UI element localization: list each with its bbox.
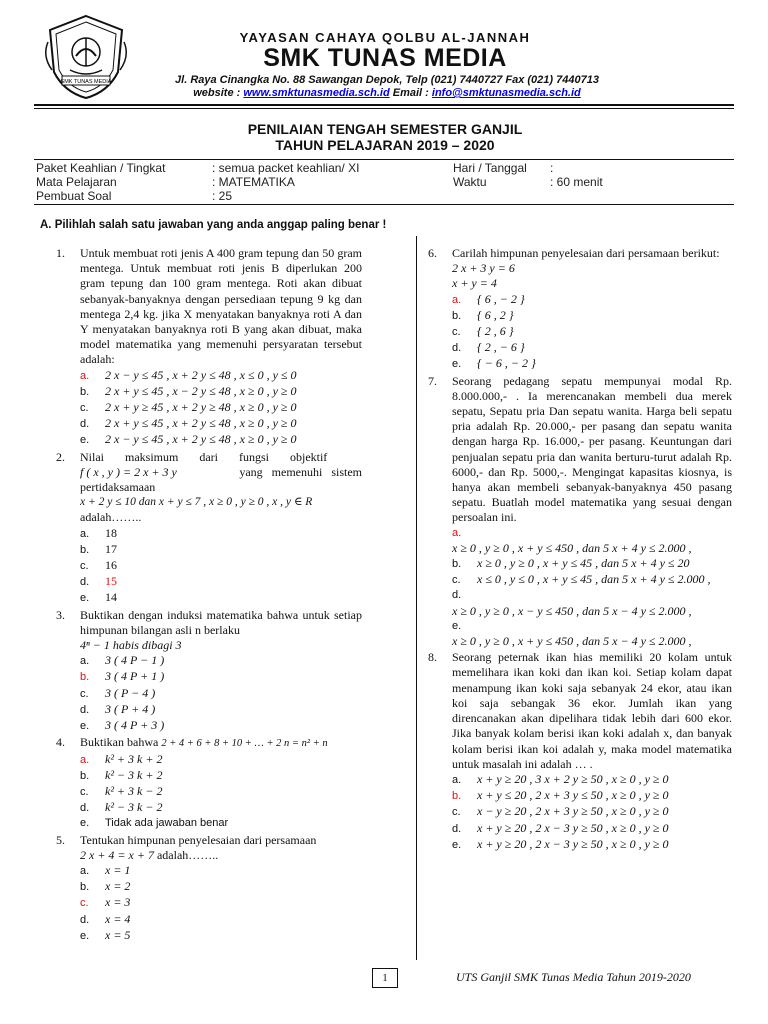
meta-hari-label: Hari / Tanggal bbox=[453, 161, 527, 175]
question-stem: Untuk membuat roti jenis A 400 gram tepung dan 50 gram mentega. Untuk membuat roti jenis B diperlukan 200 gram tepung dan 100 gram mentega. Roti akan dibuat sebanyak-banyaknya dengan persediaan tepung 9 kg dan mentega 2,4 kg. jika X menyatakan banyaknya roti A dan Y menyatakan banyaknya roti B yang akan dibuat, maka model matematika yang memenuhi persyaratan tersebut adalah: bbox=[80, 246, 362, 367]
section-instruction: A. Pilihlah salah satu jawaban yang anda anggap paling benar ! bbox=[40, 219, 387, 231]
option-d[interactable] bbox=[80, 416, 362, 432]
option-label: c. bbox=[452, 806, 461, 819]
option-text: x ≤ 0 , y ≤ 0 , x + y ≤ 45 , dan 5 x + 4 y ≤ 2.000 , bbox=[477, 572, 711, 587]
option-text: { 6 , − 2 } bbox=[477, 291, 525, 306]
option-a[interactable] bbox=[452, 526, 732, 556]
meta-paket-label: Paket Keahlian / Tingkat bbox=[36, 161, 166, 175]
options-list bbox=[80, 863, 362, 944]
school-logo-icon bbox=[38, 12, 134, 102]
option-text: x − y ≥ 20 , 2 x + 3 y ≥ 50 , x ≥ 0 , y ≥ 0 bbox=[477, 804, 669, 819]
meta-pembuat-label: Pembuat Soal bbox=[36, 189, 112, 203]
exam-title-line2: TAHUN PELAJARAN 2019 – 2020 bbox=[275, 137, 495, 153]
contact-line bbox=[132, 87, 642, 99]
option-label: d. bbox=[452, 342, 462, 355]
option-text: 16 bbox=[105, 558, 117, 573]
option-c[interactable] bbox=[80, 686, 362, 702]
option-label: a. bbox=[80, 864, 90, 877]
option-text: 2 x + y ≤ 45 , x − 2 y ≤ 48 , x ≥ 0 , y ≥ 0 bbox=[105, 383, 297, 398]
option-b[interactable] bbox=[452, 556, 732, 572]
option-label: c. bbox=[80, 402, 89, 415]
options-list bbox=[80, 752, 362, 832]
option-b[interactable] bbox=[80, 669, 362, 685]
option-label: c. bbox=[452, 574, 461, 587]
question-math: x + 2 y ≤ 10 dan x + y ≤ 7 , x ≥ 0 , y ≥ 0 , x , y ∈ R bbox=[80, 496, 313, 509]
option-label: d. bbox=[452, 589, 462, 602]
option-text: x ≥ 0 , y ≥ 0 , x + y ≤ 450 , dan 5 x + 4 y ≤ 2.000 , bbox=[452, 540, 692, 555]
option-label: b. bbox=[80, 543, 90, 556]
option-text: Tidak ada jawaban benar bbox=[105, 817, 229, 830]
email-link[interactable]: info@smktunasmedia.sch.id bbox=[431, 87, 581, 99]
question-stem-text: pertidaksamaan bbox=[80, 480, 156, 495]
option-text: { 2 , − 6 } bbox=[477, 340, 525, 355]
question-math: 2 + 4 + 6 + 8 + 10 + … + 2 n = n² + n bbox=[161, 738, 328, 750]
question-3 bbox=[56, 608, 362, 735]
option-c[interactable] bbox=[80, 895, 362, 911]
option-label: e. bbox=[80, 720, 90, 733]
option-label: a. bbox=[452, 526, 462, 539]
option-text: 3 ( P + 4 ) bbox=[105, 701, 156, 716]
question-number: 7. bbox=[428, 373, 437, 388]
option-label: b. bbox=[452, 309, 462, 322]
question-7 bbox=[428, 374, 732, 650]
option-label: b. bbox=[452, 790, 462, 803]
meta-bottom-rule bbox=[34, 204, 734, 205]
option-text: x = 3 bbox=[105, 895, 131, 910]
option-e[interactable] bbox=[80, 816, 362, 831]
option-e[interactable] bbox=[80, 590, 362, 606]
question-stem-text: adalah…….. bbox=[80, 510, 142, 525]
option-c[interactable] bbox=[80, 558, 362, 574]
question-stem-text: yang memenuhi sistem bbox=[239, 464, 362, 479]
option-a[interactable] bbox=[80, 752, 362, 768]
option-c[interactable] bbox=[80, 400, 362, 416]
option-d[interactable] bbox=[80, 912, 362, 928]
option-label: a. bbox=[80, 369, 90, 382]
option-label: c. bbox=[80, 560, 89, 573]
option-text: 3 ( P − 4 ) bbox=[105, 685, 156, 700]
option-label: c. bbox=[80, 785, 89, 798]
left-column bbox=[56, 246, 362, 945]
meta-paket-value: : semua packet keahlian/ XI bbox=[212, 161, 360, 175]
option-text: x + y ≤ 20 , 2 x + 3 y ≤ 50 , x ≥ 0 , y ≥ 0 bbox=[477, 788, 669, 803]
option-text: 3 ( 4 P + 3 ) bbox=[105, 718, 165, 733]
meta-mapel-value: : MATEMATIKA bbox=[212, 175, 295, 189]
page-number: 1 bbox=[372, 968, 398, 988]
options-list bbox=[80, 526, 362, 607]
option-text: x = 4 bbox=[105, 911, 131, 926]
foundation-name: YAYASAN CAHAYA QOLBU AL-JANNAH bbox=[239, 30, 531, 45]
option-c[interactable] bbox=[80, 784, 362, 800]
question-math: 2 x + 4 = x + 7 bbox=[80, 847, 154, 862]
option-text: 3 ( 4 P + 1 ) bbox=[105, 669, 165, 684]
exam-title bbox=[150, 121, 620, 153]
options-list bbox=[452, 292, 732, 373]
option-text: k² + 3 k + 2 bbox=[105, 751, 163, 766]
logo-text: SMK TUNAS MEDIA bbox=[60, 79, 112, 85]
option-label: e. bbox=[80, 929, 90, 942]
option-text: { 2 , 6 } bbox=[477, 324, 514, 339]
question-equation-1: 2 x + 3 y = 6 bbox=[452, 261, 515, 276]
option-label: c. bbox=[80, 897, 89, 910]
column-divider bbox=[416, 236, 417, 960]
option-text: 18 bbox=[105, 525, 117, 540]
option-text: 2 x − y ≤ 45 , x + 2 y ≤ 48 , x ≥ 0 , y ≥ 0 bbox=[105, 432, 297, 447]
question-stem: Seorang pedagang sepatu mempunyai modal Rp. 8.000.000,- . Ia merencanakan membeli dua merek sepatu, Sepatu pria Dan sepatu wanita. Harga beli sepatu pria adalah Rp. 20.000,- per pasang dan sepatu wanita dengan harga Rp. 16.000,- per pasang. Keuntungan dari penjualan sepatu pria dan wanita berturu-turut adalah Rp. 6000,- dan Rp. 5000,-. Mengingat kapasitas kiosnya, is hanya akan membeli sebanyak-banyaknya 450 pasang sepatu. Buatlah model matematika yang sesuai dengan persoalan ini. bbox=[452, 373, 732, 525]
option-label: d. bbox=[452, 822, 462, 835]
option-a[interactable] bbox=[80, 653, 362, 669]
option-text: x ≥ 0 , y ≥ 0 , x − y ≤ 450 , dan 5 x − 4 y ≤ 2.000 , bbox=[452, 603, 692, 618]
option-text: x = 5 bbox=[105, 927, 131, 942]
option-b[interactable] bbox=[80, 384, 362, 400]
question-2 bbox=[56, 450, 362, 607]
header-divider bbox=[34, 104, 734, 106]
option-label: b. bbox=[80, 881, 90, 894]
question-stem: Carilah himpunan penyelesaian dari persamaan berikut: bbox=[452, 246, 720, 260]
options-list bbox=[80, 653, 362, 734]
question-6 bbox=[428, 246, 732, 373]
option-e[interactable] bbox=[80, 928, 362, 944]
option-text: 17 bbox=[105, 541, 117, 556]
question-stem: Buktikan bahwa bbox=[80, 735, 159, 750]
option-d[interactable] bbox=[452, 588, 732, 618]
option-label: d. bbox=[80, 703, 90, 716]
options-list bbox=[452, 526, 732, 650]
option-label: c. bbox=[452, 326, 461, 339]
question-math: 4ⁿ − 1 habis dibagi 3 bbox=[80, 638, 182, 653]
option-d[interactable] bbox=[80, 800, 362, 816]
option-b[interactable] bbox=[80, 879, 362, 895]
option-e[interactable] bbox=[80, 432, 362, 448]
option-b[interactable] bbox=[80, 542, 362, 558]
option-e[interactable] bbox=[452, 619, 732, 649]
option-d[interactable] bbox=[452, 340, 732, 356]
option-b[interactable] bbox=[452, 788, 732, 804]
option-label: b. bbox=[452, 558, 462, 571]
option-a[interactable] bbox=[452, 292, 732, 308]
question-8 bbox=[428, 650, 732, 853]
option-label: d. bbox=[80, 913, 90, 926]
exam-title-line1: PENILAIAN TENGAH SEMESTER GANJIL bbox=[247, 121, 523, 137]
question-number: 2. bbox=[56, 449, 65, 464]
option-text: { 6 , 2 } bbox=[477, 307, 514, 322]
option-a[interactable] bbox=[452, 772, 732, 788]
question-stem-tail: adalah…….. bbox=[156, 847, 219, 862]
option-label: a. bbox=[452, 773, 462, 786]
option-label: d. bbox=[80, 418, 90, 431]
website-link[interactable]: www.smktunasmedia.sch.id bbox=[243, 87, 390, 99]
option-label: e. bbox=[80, 817, 90, 830]
question-number: 5. bbox=[56, 832, 65, 847]
option-label: e. bbox=[80, 434, 90, 447]
school-address: Jl. Raya Cinangka No. 88 Sawangan Depok, Telp (021) 7440727 Fax (021) 7440713 bbox=[175, 74, 599, 86]
question-stem: Seorang peternak ikan hias memiliki 20 kolam untuk memelihara ikan koki dan ikan koi. Setiap kolam dapat menampung ikan koki saja sebanyak 24 ekor, atau ikan koi saja sebangak 36 ekor. Jumlah ikan yang direncanakan akan dipelihara tidak lebih dari 600 ekor. Jika banyak kolam berisi ikan koki adalah x, dan banyak kolam berisi ikan koi adalah y, maka model matematika untuk masalah ini adalah … . bbox=[452, 650, 732, 771]
question-math: f ( x , y ) = 2 x + 3 y bbox=[80, 464, 177, 479]
option-d[interactable] bbox=[80, 574, 362, 590]
option-e[interactable] bbox=[452, 356, 732, 372]
option-d[interactable] bbox=[80, 702, 362, 718]
right-column bbox=[428, 246, 732, 854]
option-text: k² + 3 k − 2 bbox=[105, 783, 163, 798]
question-stem-line bbox=[80, 465, 362, 480]
option-label: b. bbox=[80, 385, 90, 398]
option-text: x + y ≥ 20 , 2 x − 3 y ≥ 50 , x ≥ 0 , y ≥ 0 bbox=[477, 836, 669, 851]
question-5 bbox=[56, 833, 362, 944]
option-label: b. bbox=[80, 671, 90, 684]
option-label: e. bbox=[452, 838, 462, 851]
meta-waktu-value: : 60 menit bbox=[550, 175, 603, 189]
school-name: SMK TUNAS MEDIA bbox=[263, 44, 507, 72]
question-stem-line bbox=[80, 848, 362, 863]
option-c[interactable] bbox=[452, 572, 732, 588]
option-e[interactable] bbox=[452, 837, 732, 853]
question-number: 3. bbox=[56, 607, 65, 622]
question-stem: Buktikan dengan induksi matematika bahwa untuk setiap himpunan bilangan asli n berlaku bbox=[80, 607, 362, 637]
option-text: x = 2 bbox=[105, 879, 131, 894]
option-label: e. bbox=[452, 358, 462, 371]
question-number: 1. bbox=[56, 246, 65, 260]
email-label: Email : bbox=[392, 87, 429, 99]
options-list bbox=[80, 368, 362, 449]
option-a[interactable] bbox=[80, 526, 362, 542]
option-e[interactable] bbox=[80, 718, 362, 734]
option-text: { − 6 , − 2 } bbox=[477, 356, 536, 371]
option-text: 2 x + y ≥ 45 , x + 2 y ≥ 48 , x ≥ 0 , y ≥ 0 bbox=[105, 400, 297, 415]
question-4 bbox=[56, 735, 362, 831]
option-label: a. bbox=[80, 527, 90, 540]
meta-waktu-label: Waktu bbox=[453, 175, 487, 189]
option-text: x + y ≥ 20 , 3 x + 2 y ≥ 50 , x ≥ 0 , y ≥ 0 bbox=[477, 771, 669, 786]
option-label: c. bbox=[80, 687, 89, 700]
option-label: e. bbox=[452, 619, 462, 632]
question-1 bbox=[56, 246, 362, 449]
option-text: x + y ≥ 20 , 2 x − 3 y ≥ 50 , x ≥ 0 , y ≥ 0 bbox=[477, 820, 669, 835]
option-text: 2 x + y ≤ 45 , x + 2 y ≤ 48 , x ≥ 0 , y ≥ 0 bbox=[105, 416, 297, 431]
website-label: website : bbox=[193, 87, 241, 99]
question-stem: Nilai maksimum dari fungsi objektif bbox=[80, 449, 328, 464]
option-label: a. bbox=[452, 293, 462, 306]
option-a[interactable] bbox=[80, 368, 362, 384]
meta-mapel-label: Mata Pelajaran bbox=[36, 175, 117, 189]
footer-text: UTS Ganjil SMK Tunas Media Tahun 2019-2020 bbox=[456, 970, 691, 984]
meta-pembuat-value: : 25 bbox=[212, 189, 233, 203]
option-text: x = 1 bbox=[105, 862, 131, 877]
option-label: b. bbox=[80, 769, 90, 782]
option-text: k² − 3 k + 2 bbox=[105, 767, 163, 782]
options-list bbox=[452, 772, 732, 853]
option-text: k² − 3 k − 2 bbox=[105, 800, 163, 815]
option-text: 15 bbox=[105, 574, 117, 589]
option-label: e. bbox=[80, 592, 90, 605]
option-text: 2 x − y ≤ 45 , x + 2 y ≤ 48 , x ≤ 0 , y ≤ 0 bbox=[105, 367, 297, 382]
option-label: d. bbox=[80, 802, 90, 815]
option-label: d. bbox=[80, 576, 90, 589]
option-text: x ≥ 0 , y ≥ 0 , x + y ≤ 45 , dan 5 x + 4 y ≤ 20 bbox=[477, 556, 690, 571]
question-stem-line bbox=[80, 735, 362, 751]
question-stem: Tentukan himpunan penyelesaian dari persamaan bbox=[80, 832, 317, 847]
header-divider-thin bbox=[34, 108, 734, 109]
option-text: x ≥ 0 , y ≥ 0 , x + y ≤ 450 , dan 5 x − 4 y ≤ 2.000 , bbox=[452, 634, 692, 649]
option-label: a. bbox=[80, 753, 90, 766]
meta-hari-value: : bbox=[550, 161, 554, 175]
option-b[interactable] bbox=[452, 308, 732, 324]
question-number: 6. bbox=[428, 246, 437, 260]
option-text: 3 ( 4 P − 1 ) bbox=[105, 653, 165, 668]
question-number: 4. bbox=[56, 735, 65, 750]
question-number: 8. bbox=[428, 650, 437, 665]
option-c[interactable] bbox=[452, 804, 732, 820]
option-a[interactable] bbox=[80, 863, 362, 879]
option-text: 14 bbox=[105, 590, 117, 605]
option-b[interactable] bbox=[80, 768, 362, 784]
option-c[interactable] bbox=[452, 324, 732, 340]
meta-top-rule bbox=[34, 159, 734, 160]
option-d[interactable] bbox=[452, 821, 732, 837]
option-label: a. bbox=[80, 655, 90, 668]
question-equation-2: x + y = 4 bbox=[452, 276, 497, 291]
